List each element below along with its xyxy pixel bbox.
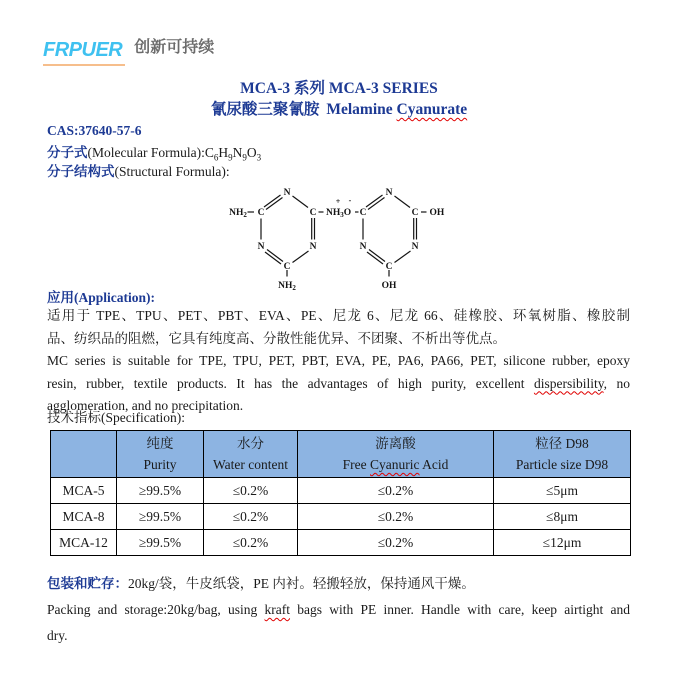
cell-acid: ≤0.2% [298, 504, 494, 530]
molecular-formula-label-en: (Molecular Formula): [87, 145, 205, 160]
title-chinese: 氰尿酸三聚氰胺 [210, 101, 320, 118]
cell-acid: ≤0.2% [298, 478, 494, 504]
table-row [51, 530, 631, 556]
table-row [51, 504, 631, 530]
cell-purity: ≥99.5% [117, 530, 204, 556]
document-title-line2 [0, 97, 678, 119]
packing-en-line2: dry. [47, 628, 68, 643]
cell-purity: ≥99.5% [117, 504, 204, 530]
atom-c-icon: C [257, 208, 265, 218]
cell-water: ≤0.2% [204, 504, 298, 530]
header-cell-free-acid: 游离酸 Free Cyanuric Acid [298, 431, 494, 478]
cell-size: ≤5μm [494, 478, 631, 504]
structural-formula-line [47, 160, 230, 180]
packing-heading: 包装和贮存： [47, 576, 128, 591]
structural-formula-label-zh: 分子结构式 [47, 164, 115, 179]
atom-c-icon: C [385, 262, 393, 272]
packing-en-line1: Packing and storage:20kg/bag, using kraft bags with PE inner. Handle with care, keep airtight and [47, 602, 631, 617]
minus-charge-icon: - [348, 196, 352, 205]
cell-water: ≤0.2% [204, 478, 298, 504]
atom-c-icon: C [411, 208, 419, 218]
cas-number: CAS:37640-57-6 [47, 123, 142, 138]
title-english: Melamine [326, 101, 397, 118]
structural-formula-label-en: (Structural Formula): [114, 164, 230, 179]
atom-c-icon: C [359, 208, 367, 218]
cell-product-name: MCA-8 [51, 504, 117, 530]
packing-paragraph-en [47, 597, 630, 649]
application-paragraph-zh [47, 304, 630, 350]
plus-charge-icon: + [335, 197, 341, 206]
spellcheck-word: kraft [264, 602, 291, 617]
nh3o-bridge-label: $NH_3O$ [326, 208, 352, 219]
specification-table [50, 430, 631, 556]
atom-c-icon: C [309, 208, 317, 218]
chemical-structure-svg [228, 177, 462, 293]
cell-purity: ≥99.5% [117, 478, 204, 504]
header-cell-empty [51, 431, 117, 478]
title-english-spellcheck: Cyanurate [396, 101, 468, 118]
application-en-line2: resin, rubber, textile products. It has the advantages of high purity, excellent dispersibility, no [47, 375, 630, 391]
application-en-line1: MC series is suitable for TPE, TPU, PET, PBT, EVA, PE, PA6, PA66, PET, silicone rubber, epoxy [47, 353, 630, 368]
brand-tagline: 创新可持续 [134, 39, 215, 56]
cell-water: ≤0.2% [204, 530, 298, 556]
specification-heading: 技术指标(Specification): [47, 410, 185, 425]
logo [43, 34, 214, 66]
structural-formula-diagram [228, 177, 462, 293]
packing-text-zh: 20kg/袋，牛皮纸袋，PE 内衬。轻搬轻放，保持通风干燥。 [128, 576, 475, 591]
nh2-group-label: $NH_2$ [278, 281, 296, 292]
application-en-line3: agglomeration, and no precipitation. [47, 398, 244, 413]
application-zh-line1: 适用于 TPE、TPU、PET、PBT、EVA、PE、尼龙 6、尼龙 66、硅橡胶、环氧树脂、橡胶制 [47, 308, 630, 323]
table-header-row [51, 431, 631, 478]
header-cell-purity: 纯度 Purity [117, 431, 204, 478]
oh-group-label: OH [429, 208, 445, 218]
atom-n-icon: N [283, 188, 291, 198]
brand-logo: FRPUER [43, 39, 125, 66]
atom-n-icon: N [411, 242, 419, 252]
atom-n-icon: N [257, 242, 265, 252]
molecular-formula-value: $C_6H_9N_9O_3$ [204, 145, 262, 163]
header-cell-particle-size: 粒径 D98 Particle size D98 [494, 431, 631, 478]
cell-size: ≤12μm [494, 530, 631, 556]
cell-acid: ≤0.2% [298, 530, 494, 556]
application-heading: 应用(Application): [47, 290, 155, 305]
atom-n-icon: N [385, 188, 393, 198]
atom-n-icon: N [309, 242, 317, 252]
molecular-formula-label-zh: 分子式 [47, 145, 88, 160]
cell-product-name: MCA-5 [51, 478, 117, 504]
specification-table-wrap [50, 430, 630, 556]
atom-n-icon: N [359, 242, 367, 252]
spellcheck-word: Cyanuric [370, 457, 420, 472]
atom-c-icon: C [283, 262, 291, 272]
cell-size: ≤8μm [494, 504, 631, 530]
oh-group-label: OH [381, 281, 397, 291]
cell-product-name: MCA-12 [51, 530, 117, 556]
table-row [51, 478, 631, 504]
packing-line-zh [47, 572, 475, 592]
spellcheck-word: dispersibility [533, 375, 604, 391]
header-cell-water: 水分 Water content [204, 431, 298, 478]
application-zh-line2: 品、纺织品的阻燃，它具有纯度高、分散性能优异、不团聚、不析出等优点。 [47, 331, 506, 346]
document-title-line1: MCA-3 系列 MCA-3 SERIES [240, 80, 438, 97]
nh2-group-label: $NH_2$ [229, 208, 247, 219]
